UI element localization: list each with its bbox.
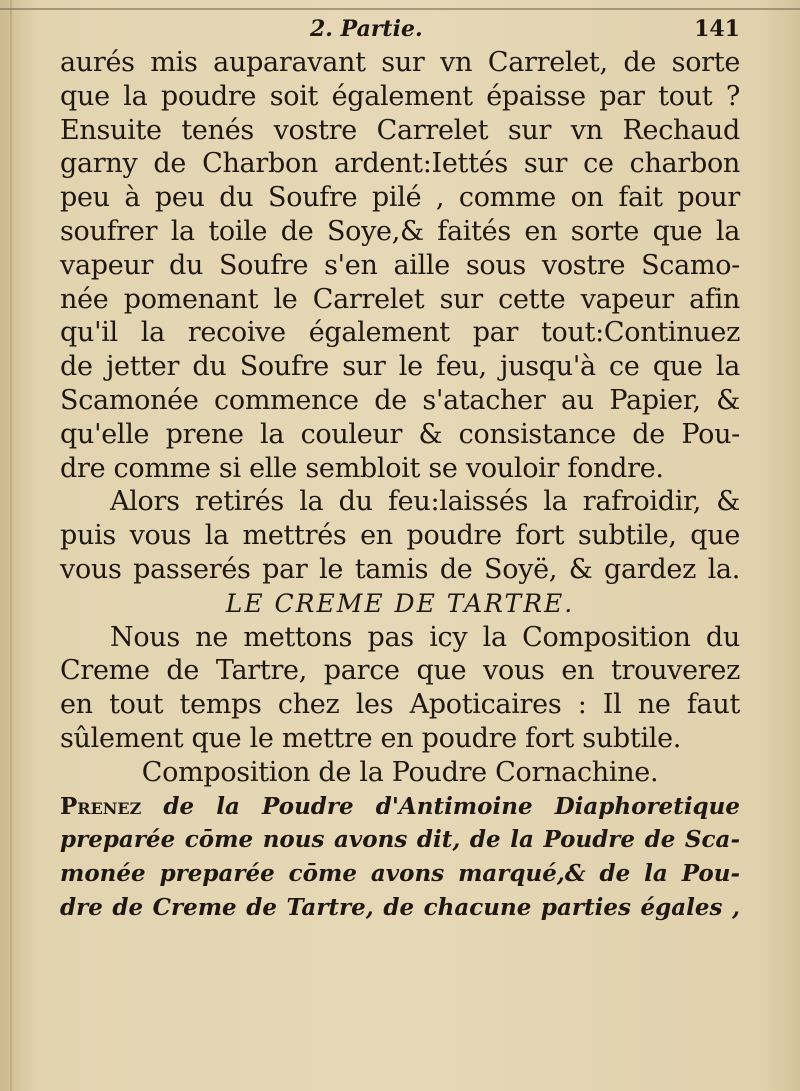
- text-line: née pomenant le Carrelet sur cette vapeur afin: [60, 283, 740, 315]
- section-heading: Composition de la Poudre Cornachine.: [141, 756, 659, 788]
- text-line: Ensuite tenés vostre Carrelet sur vn Rechaud: [60, 114, 740, 146]
- text-line: sûlement que le mettre en poudre fort subtile.: [60, 722, 682, 754]
- text-block: [60, 12, 740, 925]
- recipe-line: dre de Creme de Tartre, de chacune parties égales ,: [60, 893, 740, 921]
- running-head: [60, 12, 740, 46]
- recipe-paragraph: [60, 790, 740, 925]
- text-line: vous passerés par le tamis de Soyë, & gardez la.: [60, 553, 740, 585]
- text-line: dre comme si elle sembloit se vouloir fondre.: [60, 452, 664, 484]
- text-line: garny de Charbon ardent:Iettés sur ce charbon: [60, 148, 740, 180]
- text-line: peu à peu du Soufre pilé , comme on fait pour: [60, 182, 740, 214]
- text-line: de jetter du Soufre sur le feu, jusqu'à ce que la: [60, 351, 740, 383]
- recipe-line: preparée cōme nous avons dit, de la Poudre de Sca-: [60, 826, 740, 854]
- recipe-lead-word: Prenez: [60, 792, 142, 820]
- text-line: Creme de Tartre, parce que vous en trouverez: [60, 655, 740, 687]
- top-rule: [0, 8, 800, 10]
- text-line: qu'elle prene la couleur & consistance de Pou-: [60, 418, 740, 450]
- text-line: Scamonée commence de s'atacher au Papier, &: [60, 384, 740, 416]
- text-line: en tout temps chez les Apoticaires : Il ne faut: [60, 689, 740, 721]
- text-line: Nous ne mettons pas icy la Composition du: [110, 621, 740, 653]
- recipe-line-text: de la Poudre d'Antimoine Diaphoretique: [141, 792, 740, 820]
- text-line: que la poudre soit également épaisse par tout ?: [60, 80, 740, 112]
- recipe-line: [60, 790, 740, 824]
- section-heading: LE CREME DE TARTRE.: [225, 588, 575, 618]
- text-line: vapeur du Soufre s'en aille sous vostre Scamo-: [60, 249, 740, 281]
- text-line: qu'il la recoive également par tout:Continuez: [60, 317, 740, 349]
- page-gutter: [10, 0, 12, 1091]
- recipe-line: monée preparée cōme avons marqué,& de la Pou-: [60, 860, 740, 888]
- running-title: 2. Partie.: [310, 16, 423, 42]
- page-number: 141: [694, 16, 740, 42]
- text-line: puis vous la mettrés en poudre fort subtile, que: [60, 520, 740, 552]
- text-line: Alors retirés la du feu:laissés la rafroidir, &: [110, 486, 740, 518]
- text-line: aurés mis auparavant sur vn Carrelet, de sorte: [60, 47, 740, 78]
- text-line: soufrer la toile de Soye,& faités en sorte que la: [60, 215, 740, 247]
